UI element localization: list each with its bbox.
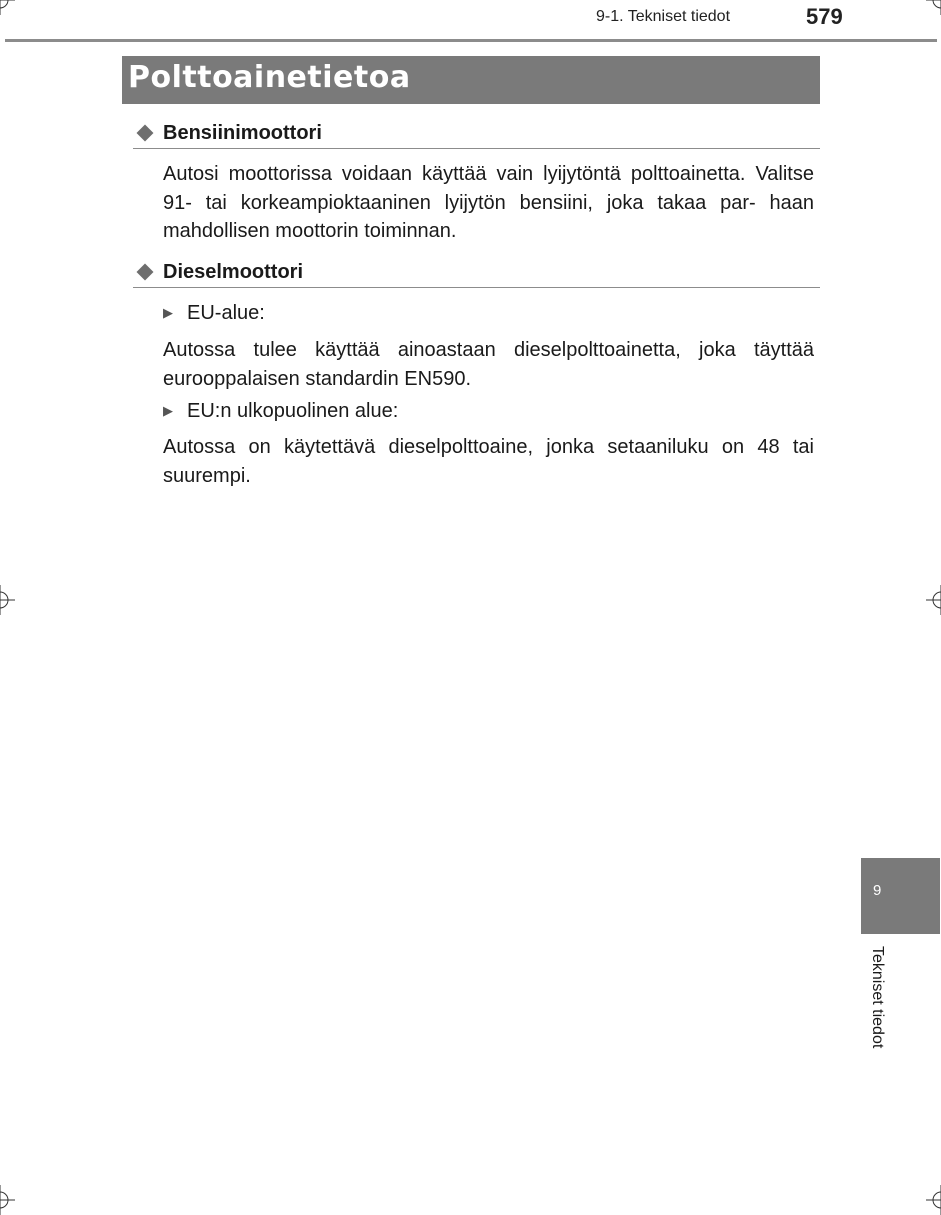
- chapter-label: Tekniset tiedot: [869, 946, 886, 1049]
- bullet-eu-region: [163, 302, 265, 325]
- registration-mark-middle-left: [0, 585, 15, 615]
- bullet-label: EU:n ulkopuolinen alue:: [187, 400, 399, 422]
- header-section-title: 9-1. Tekniset tiedot: [596, 8, 731, 25]
- bullet-non-eu-region: [163, 400, 398, 423]
- bullet-label: EU-alue:: [187, 302, 265, 324]
- registration-mark-bottom-right: [926, 1185, 941, 1215]
- diamond-bullet-icon: [137, 264, 154, 281]
- diamond-bullet-icon: [137, 125, 154, 142]
- section-title: Dieselmoottori: [163, 261, 304, 283]
- registration-mark-bottom-left: [0, 1185, 15, 1215]
- chapter-tab: [861, 858, 940, 934]
- title-banner: [122, 56, 820, 104]
- triangle-bullet-icon: ▶: [163, 403, 173, 418]
- triangle-bullet-icon: ▶: [163, 305, 173, 320]
- registration-mark-top-left: [0, 0, 15, 15]
- chapter-number: 9: [873, 882, 882, 899]
- page-title: Polttoainetietoa: [128, 60, 411, 95]
- section-heading-diesel: [133, 261, 820, 288]
- header-rule: [5, 39, 937, 42]
- page-number: 579: [806, 4, 843, 29]
- section-title: Bensiinimoottori: [163, 122, 322, 144]
- non-eu-paragraph: Autossa on käytettävä dieselpolttoaine, jonka setaaniluku on 48 tai suurempi.: [163, 436, 814, 487]
- eu-paragraph: Autossa tulee käyttää ainoastaan dieselpolttoainetta, joka täyttää eurooppalaisen standardin EN590.: [163, 339, 814, 390]
- registration-mark-middle-right: [926, 585, 941, 615]
- registration-mark-top-right: [926, 0, 941, 15]
- section-heading-petrol: [133, 122, 820, 149]
- petrol-paragraph: Autosi moottorissa voidaan käyttää vain lyijytöntä polttoainetta. Valitse 91- tai korkeampioktaaninen lyijytön bensiini, joka takaa par- haan mahdollisen moottorin toiminnan.: [163, 163, 814, 242]
